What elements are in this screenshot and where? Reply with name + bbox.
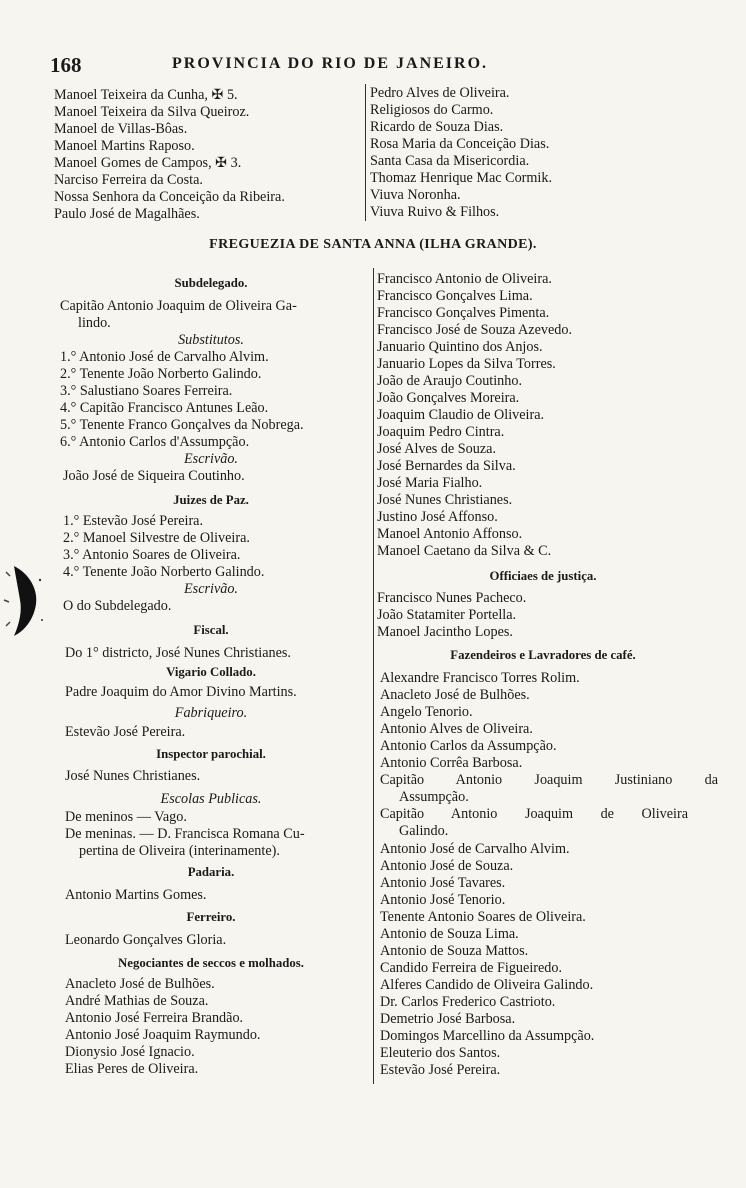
list-item: Rosa Maria da Conceição Dias. [370, 136, 550, 152]
top-column-divider [365, 84, 366, 221]
inspector-heading: Inspector parochial. [156, 747, 266, 761]
escolas-meninas: De meninas. — D. Francisca Romana Cu- [65, 826, 305, 842]
list-item: 3.° Antonio Soares de Oliveira. [63, 547, 241, 563]
ferreiro-name: Leonardo Gonçalves Gloria. [65, 932, 227, 948]
list-item: Candido Ferreira de Figueiredo. [380, 960, 563, 976]
fazendeiros-heading: Fazendeiros e Lavradores de café. [450, 648, 636, 662]
list-item: Anacleto José de Bulhões. [380, 687, 530, 703]
padaria-name: Antonio Martins Gomes. [65, 887, 207, 903]
list-item: Dionysio José Ignacio. [65, 1044, 195, 1060]
list-item: Francisco Antonio de Oliveira. [377, 271, 552, 287]
list-item: 6.° Antonio Carlos d'Assumpção. [60, 434, 250, 450]
escolas-meninos: De meninos — Vago. [65, 809, 187, 825]
list-item: Tenente Antonio Soares de Oliveira. [380, 909, 586, 925]
list-item: 1.° Estevão José Pereira. [63, 513, 204, 529]
officiaes-heading: Officiaes de justiça. [489, 569, 597, 583]
list-item: José Maria Fialho. [377, 475, 483, 491]
list-item: José Bernardes da Silva. [377, 458, 516, 474]
list-item: Manoel Martins Raposo. [54, 138, 195, 154]
substitutos-heading: Substitutos. [178, 332, 244, 348]
list-item: João Gonçalves Moreira. [377, 390, 520, 406]
list-item: 2.° Manoel Silvestre de Oliveira. [63, 530, 250, 546]
list-item: Antonio José de Souza. [380, 858, 514, 874]
padaria-heading: Padaria. [187, 865, 235, 879]
fiscal-heading: Fiscal. [193, 623, 229, 637]
list-item: Francisco Gonçalves Lima. [377, 288, 533, 304]
list-item: Alexandre Francisco Torres Rolim. [380, 670, 580, 686]
subdelegado-name: Capitão Antonio Joaquim de Oliveira Ga- [60, 298, 297, 314]
list-item: Capitão Antonio Joaquim Justiniano da [380, 772, 718, 788]
escrivao-name: O do Subdelegado. [63, 598, 172, 614]
list-item: Viuva Noronha. [370, 187, 461, 203]
list-item: 2.° Tenente João Norberto Galindo. [60, 366, 262, 382]
list-item: 4.° Capitão Francisco Antunes Leão. [60, 400, 269, 416]
list-item: Dr. Carlos Frederico Castrioto. [380, 994, 556, 1010]
margin-ink-mark [0, 560, 46, 640]
inspector-name: José Nunes Christianes. [65, 768, 201, 784]
subdelegado-name-cont: lindo. [78, 315, 111, 331]
list-item: Antonio José Tenorio. [380, 892, 506, 908]
escrivao-heading: Escrivão. [184, 451, 238, 467]
list-item: Manoel Teixeira da Cunha, ✠ 5. [54, 87, 238, 103]
subdelegado-heading: Subdelegado. [174, 276, 248, 290]
list-item: André Mathias de Souza. [65, 993, 209, 1009]
vigario-name: Padre Joaquim do Amor Divino Martins. [65, 684, 297, 700]
list-item: Justino José Affonso. [377, 509, 498, 525]
list-item: Ricardo de Souza Dias. [370, 119, 504, 135]
list-item: Elias Peres de Oliveira. [65, 1061, 199, 1077]
list-item: Capitão Antonio Joaquim de Oliveira [380, 806, 688, 822]
fabriqueiro-name: Estevão José Pereira. [65, 724, 186, 740]
list-item: Anacleto José de Bulhões. [65, 976, 215, 992]
list-item: Antonio José de Carvalho Alvim. [380, 841, 570, 857]
list-item: Antonio Carlos da Assumpção. [380, 738, 557, 754]
list-item: Manoel Caetano da Silva & C. [377, 543, 552, 559]
list-item: Francisco Gonçalves Pimenta. [377, 305, 550, 321]
list-item-cont: Assumpção. [399, 789, 469, 805]
list-item: Januario Lopes da Silva Torres. [377, 356, 556, 372]
list-item: Francisco José de Souza Azevedo. [377, 322, 573, 338]
list-item: Eleuterio dos Santos. [380, 1045, 501, 1061]
escrivao-name: João José de Siqueira Coutinho. [63, 468, 245, 484]
ferreiro-heading: Ferreiro. [186, 910, 236, 924]
list-item: Francisco Nunes Pacheco. [377, 590, 527, 606]
list-item: Estevão José Pereira. [380, 1062, 501, 1078]
juizes-heading: Juizes de Paz. [173, 493, 249, 507]
escolas-meninas-cont: pertina de Oliveira (interinamente). [79, 843, 280, 859]
list-item: Santa Casa da Misericordia. [370, 153, 530, 169]
list-item: José Nunes Christianes. [377, 492, 513, 508]
list-item: Pedro Alves de Oliveira. [370, 85, 510, 101]
list-item: Religiosos do Carmo. [370, 102, 494, 118]
list-item: Manoel Teixeira da Silva Queiroz. [54, 104, 250, 120]
list-item: Domingos Marcellino da Assumpção. [380, 1028, 595, 1044]
list-item: Manoel Antonio Affonso. [377, 526, 523, 542]
list-item: Antonio Corrêa Barbosa. [380, 755, 523, 771]
list-item: Demetrio José Barbosa. [380, 1011, 516, 1027]
list-item-cont: Galindo. [399, 823, 449, 839]
list-item: João de Araujo Coutinho. [377, 373, 523, 389]
list-item: Paulo José de Magalhães. [54, 206, 200, 222]
fiscal-name: Do 1° districto, José Nunes Christianes. [65, 645, 291, 661]
list-item: Manoel Jacintho Lopes. [377, 624, 513, 640]
page-title: PROVINCIA DO RIO DE JANEIRO. [172, 55, 489, 72]
list-item: Nossa Senhora da Conceição da Ribeira. [54, 189, 285, 205]
list-item: Joaquim Pedro Cintra. [377, 424, 505, 440]
list-item: Joaquim Claudio de Oliveira. [377, 407, 545, 423]
list-item: Antonio José Joaquim Raymundo. [65, 1027, 261, 1043]
list-item: 4.° Tenente João Norberto Galindo. [63, 564, 265, 580]
column-divider [373, 268, 374, 1084]
escolas-heading: Escolas Publicas. [160, 791, 262, 807]
list-item: João Statamiter Portella. [377, 607, 517, 623]
list-item: 3.° Salustiano Soares Ferreira. [60, 383, 233, 399]
negociantes-heading: Negociantes de seccos e molhados. [118, 956, 304, 970]
list-item: Thomaz Henrique Mac Cormik. [370, 170, 553, 186]
vigario-heading: Vigario Collado. [166, 665, 256, 679]
list-item: Antonio José Ferreira Brandão. [65, 1010, 244, 1026]
escrivao-heading: Escrivão. [184, 581, 238, 597]
page-number: 168 [50, 53, 82, 77]
list-item: Antonio de Souza Mattos. [380, 943, 529, 959]
list-item: Angelo Tenorio. [380, 704, 473, 720]
list-item: Antonio Alves de Oliveira. [380, 721, 533, 737]
list-item: Narciso Ferreira da Costa. [54, 172, 203, 188]
section-title: FREGUEZIA DE SANTA ANNA (ILHA GRANDE). [209, 237, 537, 252]
list-item: 5.° Tenente Franco Gonçalves da Nobrega. [60, 417, 304, 433]
list-item: Manoel de Villas-Bôas. [54, 121, 188, 137]
list-item: Manoel Gomes de Campos, ✠ 3. [54, 155, 242, 171]
list-item: Viuva Ruivo & Filhos. [370, 204, 500, 220]
list-item: Alferes Candido de Oliveira Galindo. [380, 977, 594, 993]
list-item: 1.° Antonio José de Carvalho Alvim. [60, 349, 269, 365]
list-item: Januario Quintino dos Anjos. [377, 339, 543, 355]
list-item: Antonio de Souza Lima. [380, 926, 519, 942]
list-item: Antonio José Tavares. [380, 875, 506, 891]
fabriqueiro-heading: Fabriqueiro. [174, 705, 248, 721]
list-item: José Alves de Souza. [377, 441, 496, 457]
